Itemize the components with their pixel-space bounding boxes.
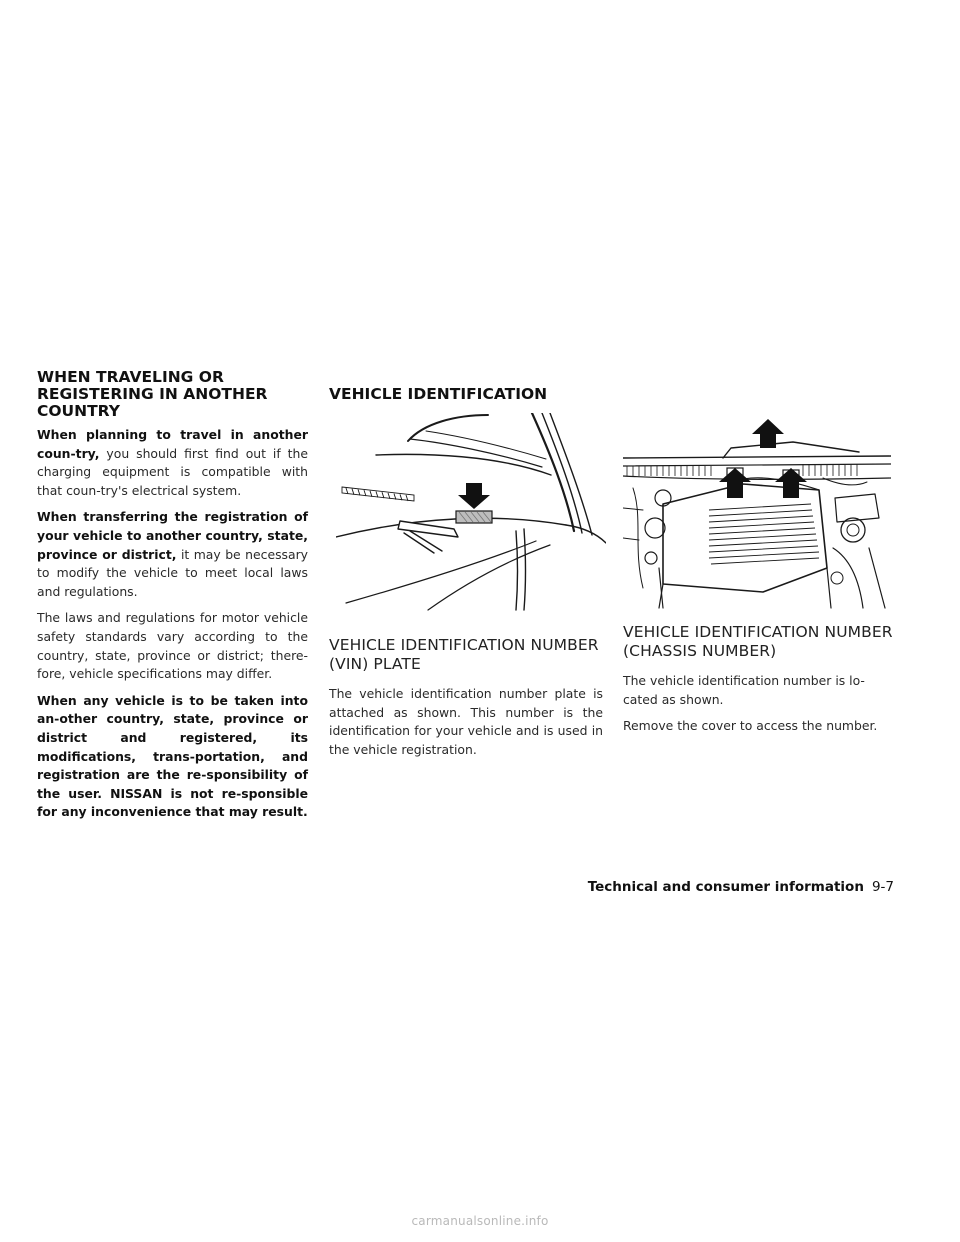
paragraph-chassis-cover: Remove the cover to access the number.: [623, 718, 878, 734]
paragraph-laws: The laws and regulations for motor vehicle safety standards vary according to the country, state, province or district; there-fore, vehicle specifications may differ.: [37, 610, 308, 682]
section-title-vehicle-identification: VEHICLE IDENTIFICATION: [329, 385, 548, 403]
paragraph-travel-charging: [37, 426, 308, 500]
subtitle-chassis-number: VEHICLE IDENTIFICATION NUMBER (CHASSIS NUMBER): [623, 623, 893, 660]
bold-lead-travel: When planning to travel in another coun-try,: [37, 427, 308, 461]
right-column: [623, 623, 895, 744]
text-transfer-rest: it may be necessary to modify the vehicle to meet local laws and regulations.: [37, 546, 308, 599]
page-number: 9-7: [871, 879, 894, 895]
middle-column: [329, 636, 603, 767]
page-footer: [588, 879, 894, 895]
section-title-traveling: WHEN TRAVELING OR REGISTERING IN ANOTHER COUNTRY: [37, 368, 268, 420]
bold-lead-transfer: When transferring the registration of your vehicle to another country, state, province or district,: [37, 509, 308, 562]
paragraph-registration-transfer: [37, 508, 308, 601]
vin-plate-illustration: [336, 413, 606, 611]
subtitle-vin-plate: VEHICLE IDENTIFICATION NUMBER (VIN) PLATE: [329, 636, 599, 673]
left-column: [37, 369, 308, 830]
watermark-text: carmanualsonline.info: [411, 1214, 549, 1228]
paragraph-vin-plate: The vehicle identification number plate is attached as shown. This number is the identification for your vehicle and is used in the vehicle registration.: [329, 686, 603, 757]
footer-chapter-title: Technical and consumer information: [587, 879, 864, 895]
chassis-number-illustration: [623, 418, 891, 612]
paragraph-chassis-location: The vehicle identification number is lo-cated as shown.: [623, 673, 865, 707]
paragraph-user-responsibility: [37, 692, 308, 822]
text-travel-rest: you should first find out if the charging equipment is compatible with that coun-try's electrical system.: [37, 445, 308, 498]
bold-responsibility: When any vehicle is to be taken into an-other country, state, province or district and registered, its modifications, trans-portation, and registration are the re-sponsibility of the user. NISSAN is not re-sponsible for any inconvenience that may result.: [37, 692, 308, 820]
